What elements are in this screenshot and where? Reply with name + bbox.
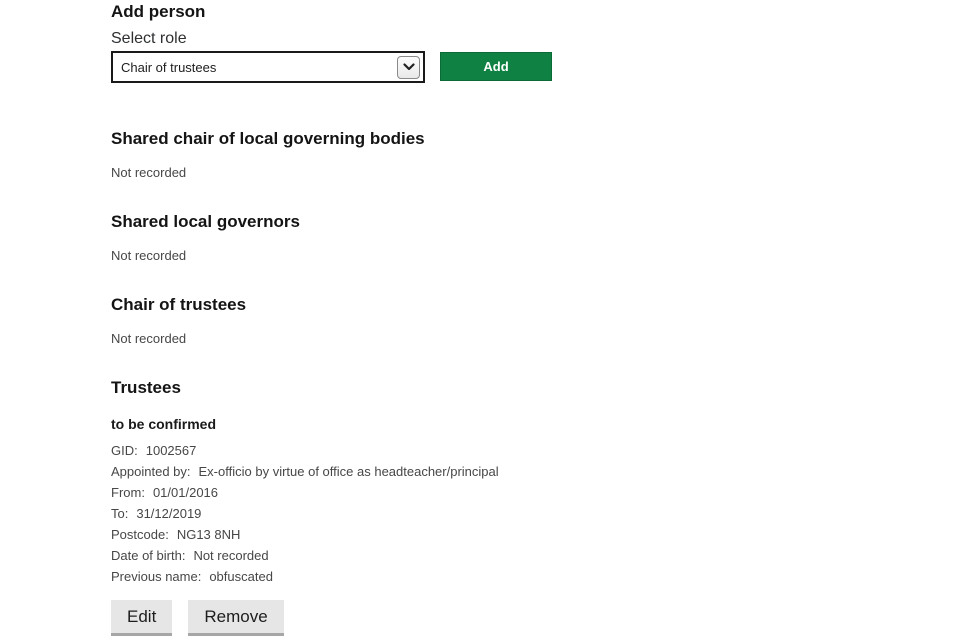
detail-row-from	[111, 482, 960, 503]
section-heading-shared-local-governors: Shared local governors	[111, 212, 300, 231]
detail-value: NG13 8NH	[176, 527, 241, 542]
chevron-down-icon[interactable]	[397, 56, 420, 79]
section-value-shared-local-governors: Not recorded	[111, 248, 187, 263]
person-actions	[111, 600, 960, 636]
role-select-value: Chair of trustees	[121, 59, 217, 75]
detail-row-gid	[111, 440, 960, 461]
section-value-chair-of-trustees: Not recorded	[111, 331, 187, 346]
person-details-list	[111, 440, 960, 587]
detail-row-date-of-birth	[111, 545, 960, 566]
section-value-shared-chair: Not recorded	[111, 165, 187, 180]
detail-row-postcode	[111, 524, 960, 545]
person-name: to be confirmed	[111, 416, 217, 432]
detail-label: Postcode:	[111, 527, 169, 542]
add-person-form-row	[111, 51, 960, 83]
role-select[interactable]	[111, 51, 425, 83]
section-heading-chair-of-trustees: Chair of trustees	[111, 295, 247, 314]
add-button[interactable]: Add	[440, 52, 552, 81]
edit-button[interactable]: Edit	[111, 600, 172, 636]
section-heading-trustees: Trustees	[111, 378, 181, 397]
detail-label: From:	[111, 485, 145, 500]
select-role-label: Select role	[111, 30, 187, 47]
detail-row-to	[111, 503, 960, 524]
add-person-heading: Add person	[111, 2, 206, 21]
detail-label: Appointed by:	[111, 464, 191, 479]
detail-label: GID:	[111, 443, 138, 458]
detail-value: Ex-officio by virtue of office as headteacher/principal	[198, 464, 499, 479]
detail-label: Previous name:	[111, 569, 202, 584]
detail-label: To:	[111, 506, 129, 521]
detail-row-appointed-by	[111, 461, 960, 482]
section-heading-shared-chair: Shared chair of local governing bodies	[111, 129, 425, 148]
detail-row-previous-name	[111, 566, 960, 587]
remove-button[interactable]: Remove	[188, 600, 284, 636]
detail-label: Date of birth:	[111, 548, 186, 563]
detail-value: 31/12/2019	[136, 506, 202, 521]
detail-value: Not recorded	[193, 548, 269, 563]
detail-value: obfuscated	[209, 569, 273, 584]
detail-value: 01/01/2016	[152, 485, 219, 500]
detail-value: 1002567	[145, 443, 197, 458]
